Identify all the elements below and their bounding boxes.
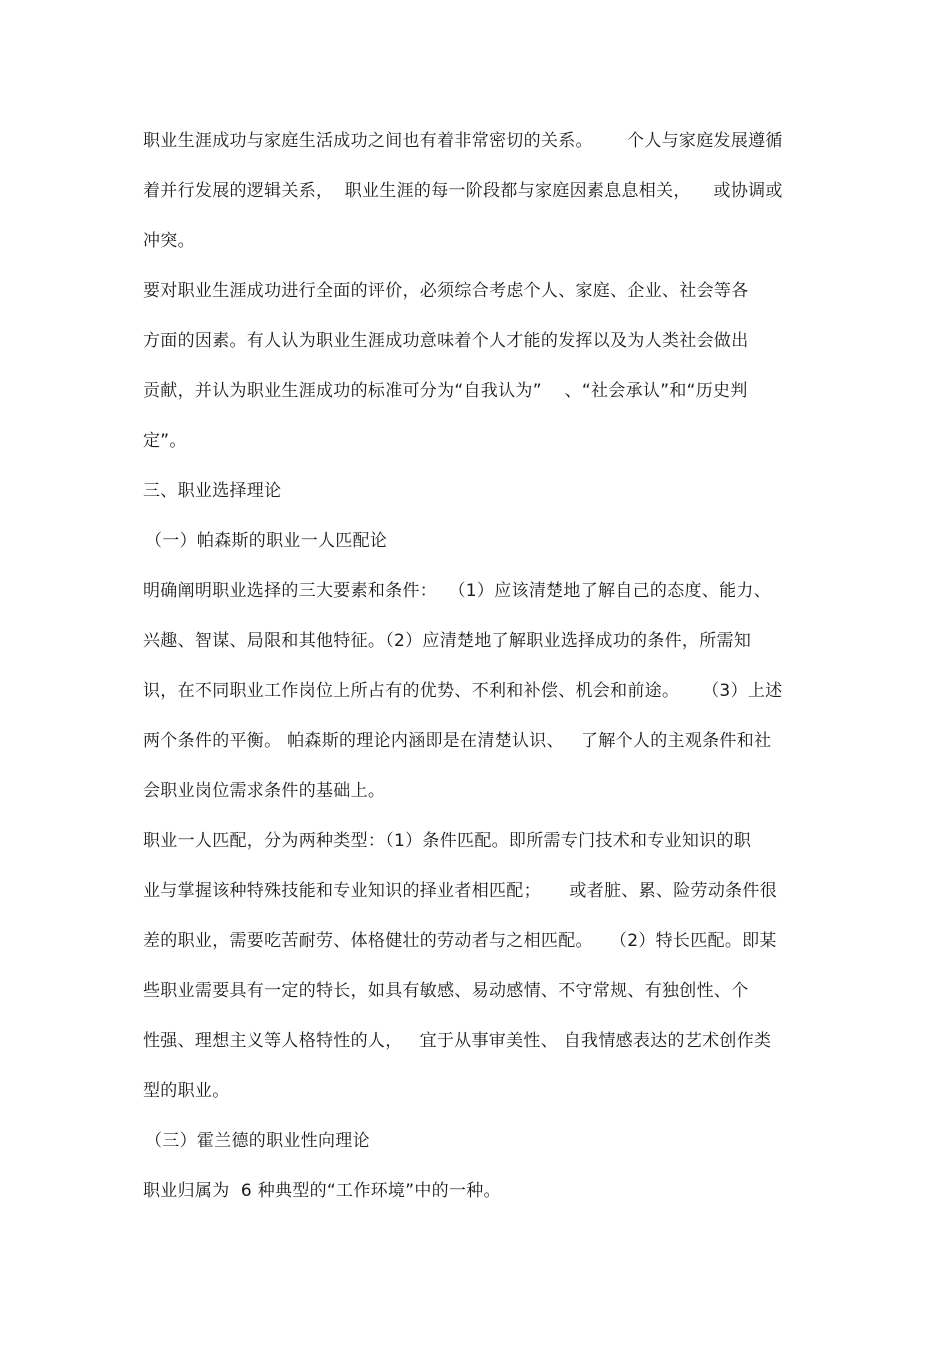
text-line: 性强、理想主义等人格特性的人， 宜于从事审美性、 自我情感表达的艺术创作类 [143,1031,772,1051]
text-line: 业与掌握该种特殊技能和专业知识的择业者相匹配； 或者脏、累、险劳动条件很 [143,881,778,901]
text-line: 方面的因素。有人认为职业生涯成功意味着个人才能的发挥以及为人类社会做出 [143,331,749,351]
text-line: 职业归属为 6 种典型的“工作环境”中的一种。 [143,1181,501,1201]
text-line: 会职业岗位需求条件的基础上。 [143,781,386,801]
text-line: 职业一人匹配，分为两种类型：（1）条件匹配。即所需专门技术和专业知识的职 [143,831,752,851]
text-line: 两个条件的平衡。 帕森斯的理论内涵即是在清楚认识、 了解个人的主观条件和社 [143,731,772,751]
subsection-heading: （三）霍兰德的职业性向理论 [145,1131,370,1151]
text-line: 贡献，并认为职业生涯成功的标准可分为“自我认为” 、“社会承认”和“历史判 [143,381,748,401]
text-line: 型的职业。 [143,1081,230,1101]
text-line: 定”。 [143,431,187,451]
text-line: 识，在不同职业工作岗位上所占有的优势、不利和补偿、机会和前途。 （3）上述 [143,681,783,701]
section-heading: 三、职业选择理论 [143,481,282,501]
text-line: 冲突。 [143,231,195,251]
text-line: 些职业需要具有一定的特长，如具有敏感、易动感情、不守常规、有独创性、个 [143,981,749,1001]
text-line: 要对职业生涯成功进行全面的评价，必须综合考虑个人、家庭、企业、社会等各 [143,281,749,301]
text-line: 着并行发展的逻辑关系， 职业生涯的每一阶段都与家庭因素息息相关， 或协调或 [143,181,783,201]
text-line: 明确阐明职业选择的三大要素和条件： （1）应该清楚地了解自己的态度、能力、 [143,581,772,601]
text-line: 职业生涯成功与家庭生活成功之间也有着非常密切的关系。 个人与家庭发展遵循 [143,131,783,151]
text-line: 差的职业，需要吃苦耐劳、体格健壮的劳动者与之相匹配。 （2）特长匹配。即某 [143,931,777,951]
subsection-heading: （一）帕森斯的职业一人匹配论 [145,531,388,551]
text-line: 兴趣、智谋、局限和其他特征。（2）应清楚地了解职业选择成功的条件，所需知 [143,631,752,651]
